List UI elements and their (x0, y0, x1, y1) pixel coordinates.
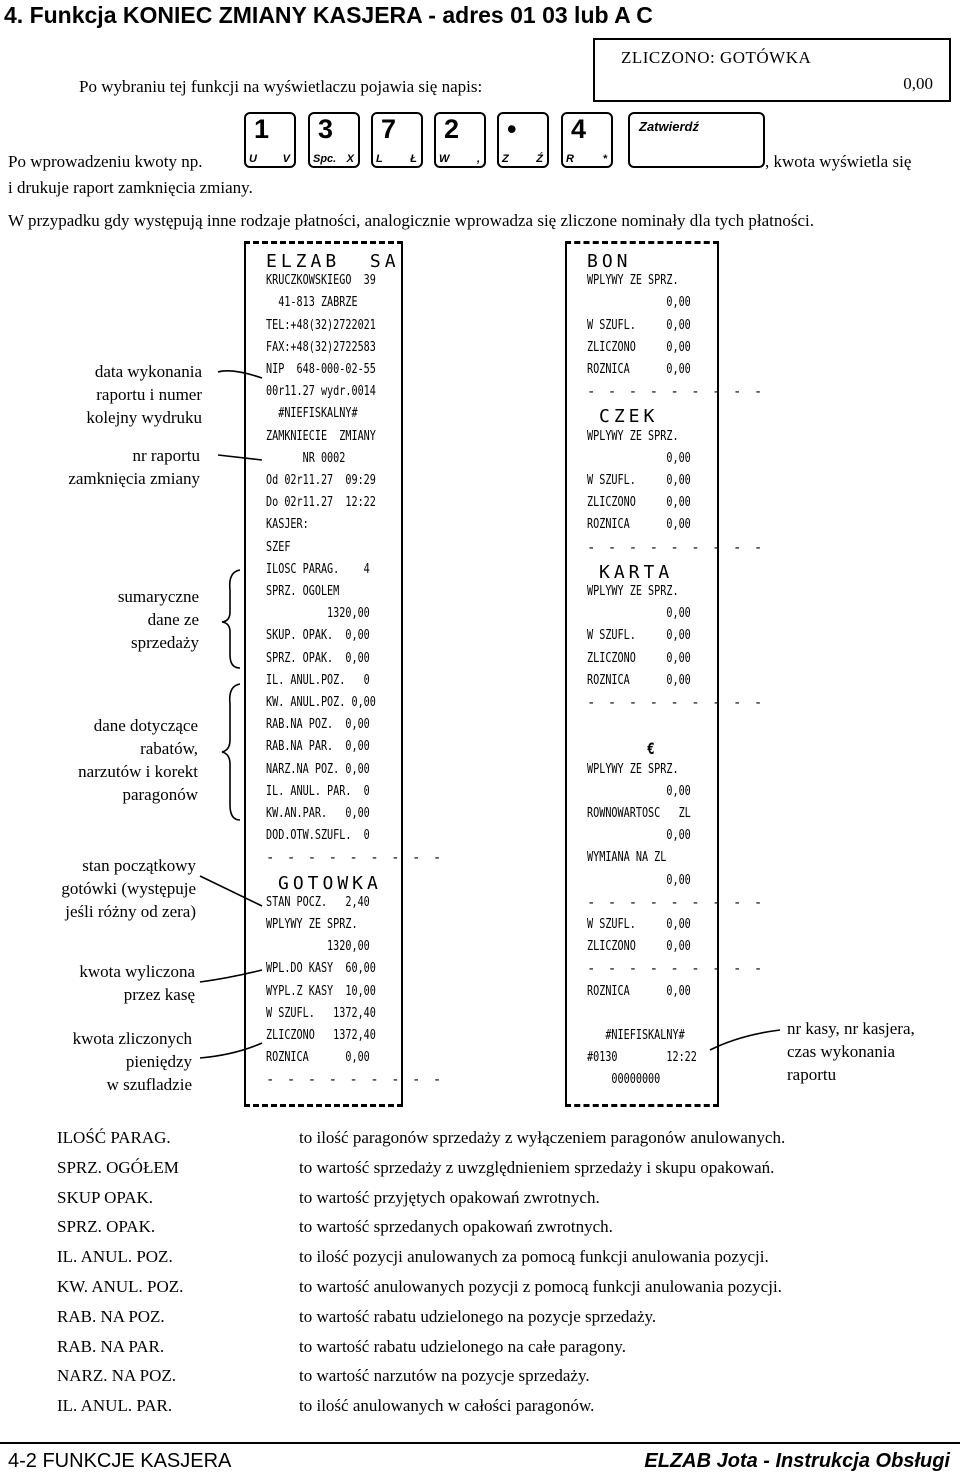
glossary-description: to ilość pozycji anulowanych za pomocą funkcji anulowania pozycji. (299, 1247, 769, 1267)
receipt-line: ROZNICA 0,00 (587, 983, 691, 999)
receipt-line: - - - - - - - - - (266, 850, 444, 867)
annotation-line: w szufladzie (106, 1075, 192, 1094)
annotation-line: narzutów i korekt (78, 762, 198, 781)
receipt-line: NARZ.NA POZ. 0,00 (266, 761, 370, 777)
receipt-line: WPL.DO KASY 60,00 (266, 961, 376, 977)
receipt-line: W SZUFL. 0,00 (587, 917, 691, 932)
glossary-term: SPRZ. OPAK. (57, 1217, 156, 1237)
receipt-line: ROZNICA 0,00 (587, 362, 691, 377)
glossary-term: RAB. NA POZ. (57, 1306, 165, 1326)
receipt-line: IL. ANUL.POZ. 0 (266, 672, 370, 688)
receipt-line: 0,00 (587, 606, 691, 622)
glossary-term: RAB. NA PAR. (57, 1336, 165, 1356)
receipt-line: KASJER: (266, 517, 309, 533)
intro-line-2: Po wprowadzeniu kwoty np. (8, 152, 203, 171)
pointer-line (200, 1043, 262, 1058)
confirm-key-label: Zatwierdź (639, 119, 699, 134)
display-line-2: 0,00 (903, 74, 933, 93)
glossary-description: to ilość anulowanych w całości paragonów. (299, 1396, 595, 1416)
annotation-line: raportu i numer (96, 385, 202, 404)
intro-line-2-tail: , kwota wyświetla się (765, 152, 912, 171)
page-title: 4. Funkcja KONIEC ZMIANY KASJERA - adres 01 03 lub A C (4, 2, 653, 28)
receipt-line: GOTOWKA (278, 872, 382, 894)
annotation-line: czas wykonania (787, 1042, 896, 1061)
annotation-line: gotówki (występuje (61, 879, 196, 898)
receipt-line: - - - - - - - - - (587, 695, 765, 711)
key-sr-label: Ł (410, 153, 417, 165)
receipt-line: 1320,00 (266, 939, 370, 955)
receipt-line: ZLICZONO 0,00 (587, 339, 691, 355)
glossary-term: ILOŚĆ PARAG. (57, 1128, 171, 1147)
key-sl-label: Spc. (313, 153, 337, 165)
annotation-line: raportu (787, 1065, 837, 1084)
key-big-label: 2 (444, 114, 460, 144)
key-sl-label: W (439, 153, 450, 165)
receipt-line: KRUCZKOWSKIEGO 39 (266, 273, 376, 289)
receipt-line: RAB.NA POZ. 0,00 (266, 717, 370, 733)
receipt-line: ZLICZONO 0,00 (587, 495, 691, 511)
receipt-line: - - - - - - - - - (587, 961, 765, 978)
annotation-line: sprzedaży (131, 633, 199, 652)
key-sr-label: Ź (536, 153, 543, 165)
glossary-term: NARZ. NA POZ. (57, 1366, 177, 1386)
key-big-label: 7 (381, 114, 397, 144)
key-sr-label: * (602, 153, 607, 165)
display-line-1: ZLICZONO: GOTÓWKA (621, 48, 812, 67)
annotation-line: nr raportu (132, 446, 200, 465)
annotation-line: przez kasę (123, 985, 195, 1004)
receipt-line: 00000000 (587, 1072, 661, 1088)
receipt-line: W SZUFL. 1372,40 (266, 1005, 376, 1021)
receipt-line: RAB.NA PAR. 0,00 (266, 739, 370, 755)
annotation-line: kolejny wydruku (86, 408, 202, 427)
intro-line-1: Po wybraniu tej funkcji na wyświetlaczu pojawia się napis: (79, 77, 483, 96)
annotation-line: sumaryczne (117, 587, 199, 606)
brace-discounts (222, 684, 240, 820)
receipt-line: ILOSC PARAG. 4 (266, 561, 370, 577)
receipt-line: Od 02r11.27 09:29 (266, 473, 376, 488)
receipt-line: WPLYWY ZE SPRZ. (266, 917, 358, 932)
receipt-line: - - - - - - - - - (587, 539, 765, 556)
receipt-line: WPLYWY ZE SPRZ. (587, 428, 679, 444)
receipt-line: NR 0002 (266, 450, 346, 466)
key-sr-label: V (282, 153, 290, 165)
receipt-line: - - - - - - - - - (587, 384, 765, 401)
glossary-description: to wartość narzutów na pozycje sprzedaży. (299, 1366, 590, 1386)
pointer-line (218, 371, 262, 378)
annotation-line: kwota zliczonych (72, 1029, 192, 1048)
receipt-line: 0,00 (587, 872, 691, 888)
receipt-line: STAN POCZ. 2,40 (266, 894, 370, 910)
receipt-line: TEL:+48(32)2722021 (266, 317, 376, 333)
annotation-line: dane ze (147, 610, 199, 629)
annotation-line: kwota wyliczona (79, 962, 195, 981)
annotation-line: rabatów, (140, 739, 198, 758)
receipt-line: SPRZ. OPAK. 0,00 (266, 650, 370, 666)
annotation-line: data wykonania (94, 362, 202, 381)
receipt-line: CZEK (599, 406, 659, 428)
receipt-line: ROZNICA 0,00 (266, 1050, 370, 1066)
receipt-line: 41-813 ZABRZE (266, 295, 358, 311)
receipt-line: 0,00 (587, 450, 691, 466)
pointer-line (710, 1030, 780, 1050)
key-sl-label: Z (502, 153, 509, 165)
receipt-line: € (587, 739, 655, 759)
key-sr-label: , (476, 153, 480, 165)
key-sr-label: X (346, 153, 354, 165)
receipt-line: BON (587, 251, 632, 272)
glossary-term: IL. ANUL. PAR. (57, 1396, 173, 1416)
key-big-label: 4 (571, 114, 587, 144)
key-big-label: 3 (318, 114, 334, 144)
receipt-line: KW. ANUL.POZ. 0,00 (266, 695, 376, 710)
glossary-description: to ilość paragonów sprzedaży z wyłączeniem paragonów anulowanych. (299, 1128, 786, 1147)
receipt-line: ROZNICA 0,00 (587, 672, 691, 688)
receipt-line: W SZUFL. 0,00 (587, 473, 691, 488)
glossary-description: to wartość rabatu udzielonego na całe paragony. (299, 1336, 626, 1356)
annotation-line: paragonów (122, 785, 198, 804)
receipt-line: 00r11.27 wydr.0014 (266, 384, 376, 400)
receipt-line: 0,00 (587, 828, 691, 844)
key-big-label: • (507, 114, 517, 144)
pointer-line (218, 455, 262, 460)
receipt-line: SKUP. OPAK. 0,00 (266, 628, 370, 644)
receipt-line: 0,00 (587, 295, 691, 311)
glossary-description: to wartość przyjętych opakowań zwrotnych. (299, 1187, 600, 1207)
intro-line-4: W przypadku gdy występują inne rodzaje płatności, analogicznie wprowadza się zliczone nominały dla tych płatności. (8, 211, 814, 230)
receipt-line: ZLICZONO 0,00 (587, 650, 691, 666)
glossary-term: SPRZ. OGÓŁEM (57, 1157, 179, 1177)
receipt-line: NIP 648-000-02-55 (266, 362, 376, 377)
receipt-line: #NIEFISKALNY# (266, 406, 358, 422)
footer-manual-title: ELZAB Jota - Instrukcja Obsługi (644, 1450, 950, 1472)
glossary-description: to wartość sprzedanych opakowań zwrotnych. (299, 1217, 613, 1237)
receipt-line: DOD.OTW.SZUFL. 0 (266, 828, 370, 844)
glossary-description: to wartość rabatu udzielonego na pozycje sprzedaży. (299, 1306, 657, 1326)
receipt-line: W SZUFL. 0,00 (587, 317, 691, 333)
footer-rule (0, 1442, 960, 1444)
receipt-line: ELZAB SA (266, 251, 400, 272)
key-sl-label: U (249, 153, 257, 165)
receipt-line: ROZNICA 0,00 (587, 517, 691, 533)
receipt-line: SPRZ. OGOLEM (266, 584, 340, 599)
receipt-line: - - - - - - - - - (587, 894, 765, 911)
receipt-line: WPLYWY ZE SPRZ. (587, 761, 679, 777)
receipt-line: KW.AN.PAR. 0,00 (266, 806, 370, 821)
intro-line-3: i drukuje raport zamknięcia zmiany. (8, 178, 253, 197)
receipt-line: #0130 12:22 (587, 1050, 697, 1066)
annotation-line: dane dotyczące (93, 716, 198, 735)
pointer-line (200, 970, 262, 982)
receipt-line: ROWNOWARTOSC ZL (587, 806, 691, 821)
footer-section: 4-2 FUNKCJE KASJERA (8, 1450, 232, 1472)
receipt-line: IL. ANUL. PAR. 0 (266, 783, 370, 799)
receipt-line: 0,00 (587, 783, 691, 799)
receipt-line: W SZUFL. 0,00 (587, 628, 691, 644)
receipt-line: ZLICZONO 1372,40 (266, 1028, 376, 1043)
receipt-line: 1320,00 (266, 606, 370, 622)
annotation-line: nr kasy, nr kasjera, (787, 1019, 915, 1038)
receipt-line: - - - - - - - - - (266, 1072, 444, 1089)
key-sl-label: R (566, 153, 574, 165)
receipt-line: Do 02r11.27 12:22 (266, 495, 376, 511)
pointer-line (200, 876, 262, 906)
receipt-line: #NIEFISKALNY# (587, 1028, 685, 1043)
receipt-line: WYPL.Z KASY 10,00 (266, 983, 376, 999)
receipt-line: ZAMKNIECIE ZMIANY (266, 428, 376, 444)
annotation-line: zamknięcia zmiany (68, 469, 200, 488)
receipt-line: KARTA (599, 561, 674, 583)
key-big-label: 1 (254, 114, 270, 144)
glossary-term: SKUP OPAK. (57, 1187, 154, 1207)
annotation-line: pieniędzy (125, 1052, 192, 1071)
annotation-line: jeśli różny od zera) (65, 902, 196, 921)
brace-sales (222, 570, 240, 668)
receipt-line: WPLYWY ZE SPRZ. (587, 584, 679, 599)
glossary-term: IL. ANUL. POZ. (57, 1247, 173, 1267)
glossary-description: to wartość sprzedaży z uwzględnieniem sprzedaży i skupu opakowań. (299, 1157, 775, 1177)
annotation-line: stan początkowy (82, 856, 196, 875)
receipt-line: FAX:+48(32)2722583 (266, 339, 376, 355)
receipt-line: SZEF (266, 539, 291, 555)
receipt-line: WPLYWY ZE SPRZ. (587, 273, 679, 289)
glossary-description: to wartość anulowanych pozycji z pomocą funkcji anulowania pozycji. (299, 1277, 782, 1296)
receipt-line: WYMIANA NA ZL (587, 850, 667, 866)
key-sl-label: L (376, 153, 383, 165)
receipt-line: ZLICZONO 0,00 (587, 939, 691, 955)
glossary-term: KW. ANUL. POZ. (57, 1277, 184, 1296)
